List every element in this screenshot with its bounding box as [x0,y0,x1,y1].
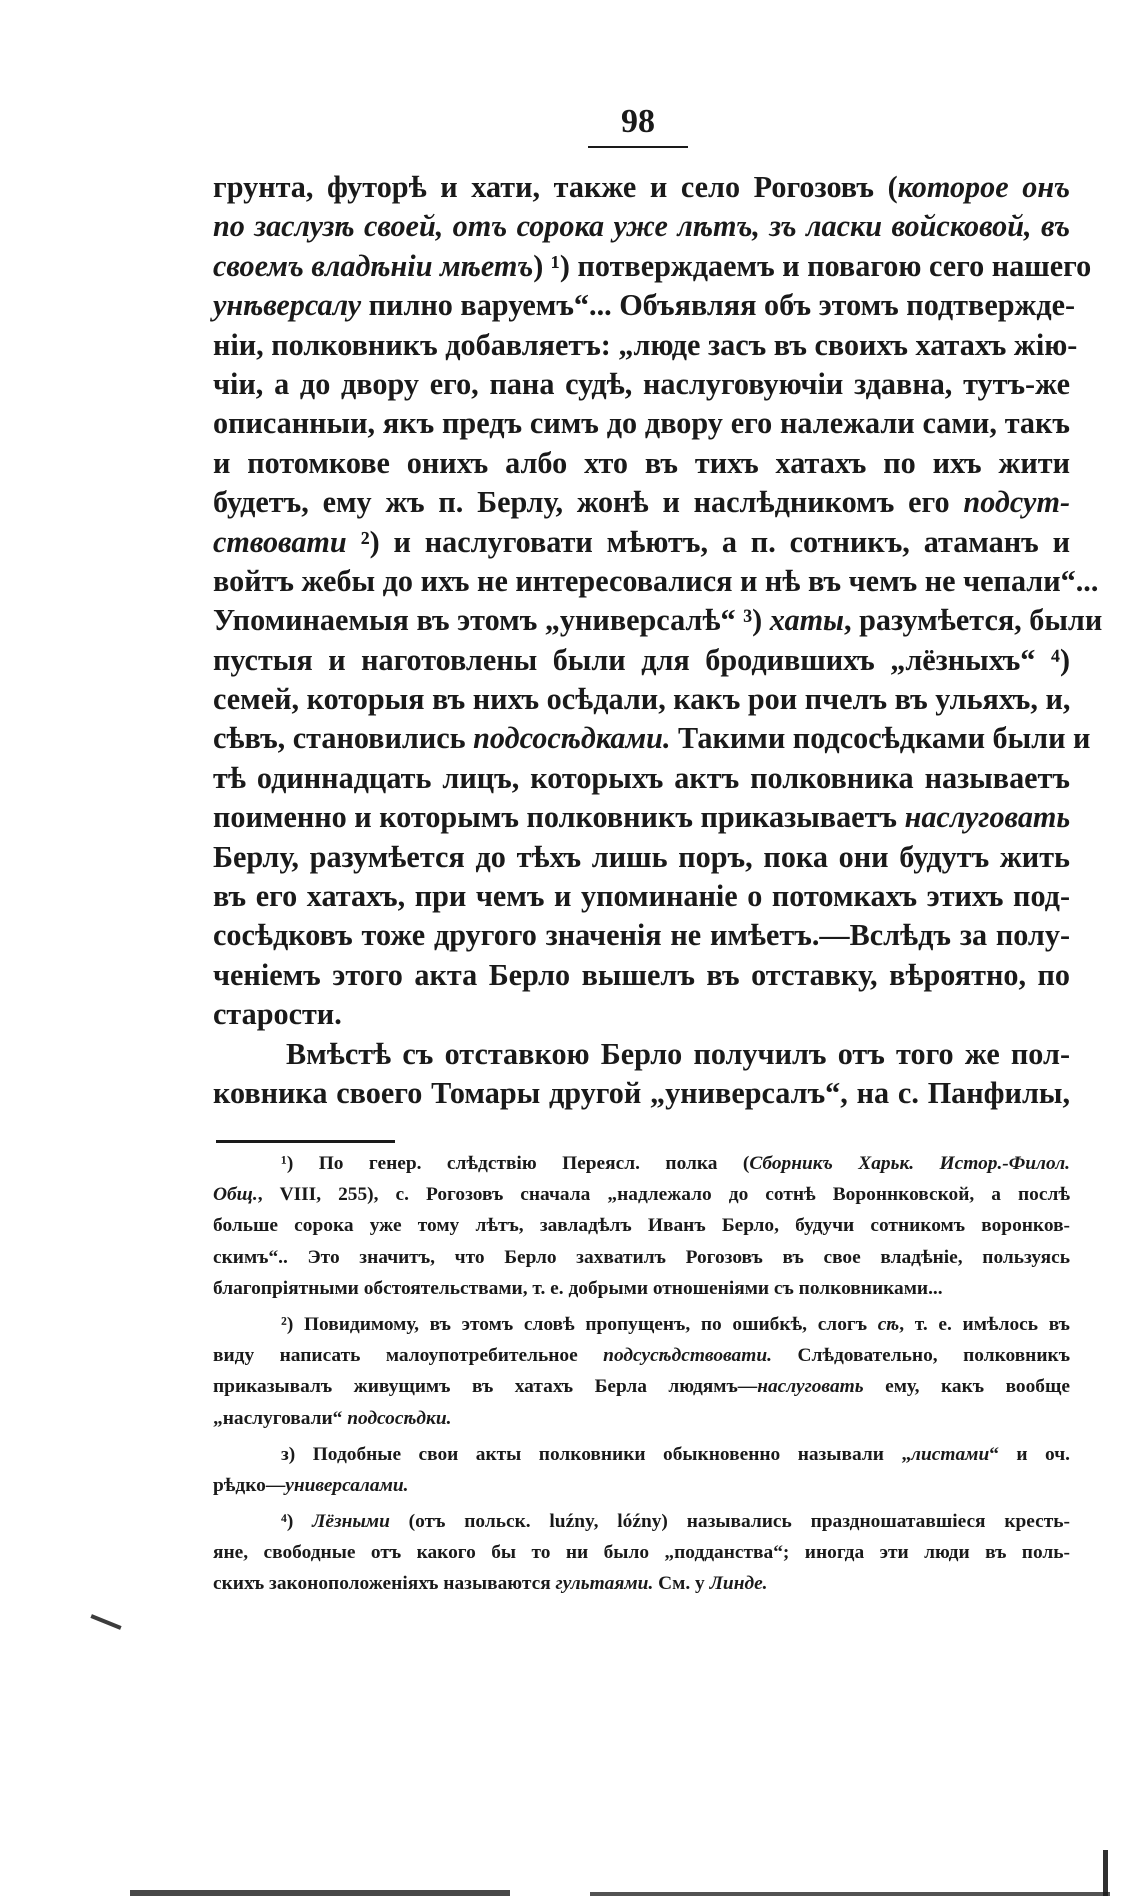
text-run: грунта, футорѣ и хати, также и село Рогозовъ ( [213,170,898,204]
main-text [213,168,1103,1113]
italic-text: подсосѣдки. [347,1407,452,1429]
text-run: ніи, полковникъ добавляетъ: „люде засъ въ своихъ хатахъ жію- [213,327,1078,362]
footnote-line [213,1371,1070,1402]
page-number-rule [588,146,688,148]
text-line [213,168,1070,207]
text-run: Подобные свои акты полковники обыкновенно называли „ [312,1443,912,1465]
text-run: См. у [653,1573,710,1595]
italic-text: подсут- [963,485,1070,520]
text-line [213,759,1070,798]
italic-text: подсосѣдками. [473,721,671,756]
text-line [213,956,1070,995]
italic-text: сѣ [877,1313,900,1335]
text-line [213,601,1103,640]
text-run: Берлу, разумѣется до тѣхъ лишь поръ, пока они будутъ жить [213,839,1070,874]
text-run: ченіемъ этого акта Берло вышелъ въ отставку, вѣроятно, по [213,957,1070,992]
italic-text: наслуговать [757,1376,864,1398]
text-run: сосѣдковъ тоже другого значенія не имѣетъ.—Вслѣдъ за полу- [213,918,1070,953]
text-run: (отъ польск. luźny, lóźny) назывались праздношатавшіеся кресть- [389,1511,1070,1533]
scan-edge-bottom-left [130,1890,510,1896]
text-line [213,719,1091,758]
text-run: скимъ“.. Это значитъ, что Берло захватилъ Рогозовъ въ свое владѣніе, пользуясь [213,1246,1070,1268]
italic-text: унѣверсалу [213,288,362,323]
text-line [213,838,1070,877]
text-run: яне, свободные отъ какого бы то ни было „подданства“; иногда эти люди въ поль- [213,1542,1070,1564]
text-line [213,326,1078,365]
text-run: пустыя и наготовлены были для бродившихъ „лёзныхъ“ ⁴) [213,642,1070,677]
footnote-line [213,1403,1070,1434]
scan-mark-left [90,1614,121,1630]
text-run: старости. [213,997,342,1032]
footnote-line [213,1309,1070,1340]
italic-text: по заслузѣ своей, отъ сорока уже лѣтъ, зъ ласки войсковой, въ [213,209,1070,244]
italic-text: которое онъ [897,170,1070,204]
text-run: въ его хатахъ, при чемъ и упоминаніе о потомкахъ этихъ под- [213,879,1070,914]
italic-text: хаты [769,603,844,638]
scan-edge-bottom-right [590,1892,1110,1896]
italic-text: Сборникъ Харьк. Истор.-Филол. [749,1153,1070,1174]
text-line [213,404,1070,443]
text-run: пилно варуемъ“... Объявляя объ этомъ подтвержде- [361,288,1076,323]
text-run: Слѣдовательно, полковникъ [771,1345,1071,1367]
text-run: скихъ законоположеніяхъ называются [213,1573,556,1595]
footnote-line [213,1340,1070,1371]
text-run: , разумѣется, были [844,603,1103,638]
text-run: “ и оч. [989,1443,1070,1465]
footnote-line [213,1568,1070,1599]
italic-text: листами [911,1443,990,1465]
text-run: семей, которыя въ нихъ осѣдали, какъ рои пчелъ въ ульяхъ, и, [213,682,1071,717]
text-run: „наслуговали“ [213,1407,348,1429]
text-run: По генер. слѣдствію Переясл. полка ( [318,1153,750,1174]
italic-text: подсусѣдствовати. [603,1345,772,1367]
text-line [213,365,1070,404]
footnote-marker: ⁴) [281,1511,313,1533]
text-line [213,1035,1070,1074]
footnote-line [213,1242,1070,1273]
footnote-line [213,1470,1070,1501]
text-run: , VIII, 255), с. Рогозовъ сначала „надлежало до сотнѣ Вороннковской, а послѣ [257,1184,1070,1206]
scan-edge-corner [1103,1850,1108,1896]
text-line [213,916,1070,955]
italic-text: наслуговать [904,800,1071,835]
text-line [213,247,1092,286]
footnote-marker: ²) [281,1313,304,1335]
footnotes [213,1148,1070,1600]
text-run: рѣдко— [213,1474,286,1496]
text-run: будетъ, ему жъ п. Берлу, жонѣ и наслѣдникомъ его [213,485,964,520]
text-run: ) ¹) потверждаемъ и повагою сего нашего [533,248,1092,283]
text-run: ²) и наслуговати мѣютъ, а п. сотникъ, атаманъ и [346,524,1070,559]
text-line [213,562,1099,601]
text-line [213,798,1070,837]
footnote-line [213,1537,1070,1568]
footnote-marker: з) [281,1443,313,1465]
footnote-separator [216,1140,395,1143]
text-line [213,444,1070,483]
text-run: и потомкове онихъ албо хто въ тихъ хатахъ по ихъ жити [213,445,1070,480]
text-run: виду написать малоупотребительное [213,1345,604,1367]
italic-text: универсалами. [285,1474,409,1496]
text-run: чіи, а до двору его, пана судѣ, наслуговуючіи здавна, тутъ-же [213,366,1070,401]
text-line [213,641,1070,680]
text-run: больше сорока уже тому лѣтъ, завладѣлъ Иванъ Берло, будучи сотникомъ воронков- [213,1215,1070,1237]
footnote-line [213,1179,1070,1210]
page-number: 98 [621,103,655,140]
italic-text: гультаями. [555,1573,654,1595]
italic-text: ствовати [213,524,347,559]
text-run: , т. е. имѣлось въ [899,1313,1070,1335]
text-run: Упоминаемыя въ этомъ „универсалѣ“ ³) [213,603,770,638]
footnote-line [213,1506,1070,1537]
text-line [213,680,1070,719]
text-run: описанныи, якъ предъ симъ до двору его належали сами, такъ [213,406,1070,441]
italic-text: своемъ владѣніи мѣетъ [213,248,534,283]
text-run: ему, какъ вообще [863,1376,1070,1398]
italic-text: Линде. [709,1573,768,1595]
text-run: поименно и которымъ полковникъ приказываетъ [213,800,905,835]
text-line [213,877,1070,916]
italic-text: Лёзными [312,1511,390,1533]
text-run: ковника своего Томары другой „универсалъ“, на с. Панфилы, [213,1075,1070,1110]
italic-text: Общ. [213,1184,258,1206]
text-run: благопріятными обстоятельствами, т. е. добрыми отношеніями съ полковниками... [213,1277,943,1299]
footnote-line [213,1273,1070,1304]
text-line [213,207,1070,246]
text-line [213,483,1070,522]
text-line [213,995,1070,1034]
text-run: Повидимому, въ этомъ словѣ пропущенъ, по ошибкѣ, слогъ [303,1313,878,1335]
text-line [213,523,1070,562]
text-run: приказывалъ живущимъ въ хатахъ Берла людямъ— [213,1376,758,1398]
text-run: тѣ одиннадцать лицъ, которыхъ актъ полковника называетъ [213,760,1070,795]
text-run: Вмѣстѣ съ отставкою Берло получилъ отъ того же пол- [286,1036,1070,1071]
text-line [213,286,1076,325]
footnote-line [213,1148,1070,1179]
text-line [213,1074,1070,1113]
footnote-line [213,1210,1070,1241]
footnote-line [213,1439,1070,1470]
text-run: сѣвъ, становились [213,721,474,756]
text-run: Такими подсосѣдками были и [670,721,1091,756]
footnote-marker: ¹) [281,1153,319,1174]
text-run: войтъ жебы до ихъ не интересовалися и нѣ въ чемъ не чепали“... [213,563,1099,598]
